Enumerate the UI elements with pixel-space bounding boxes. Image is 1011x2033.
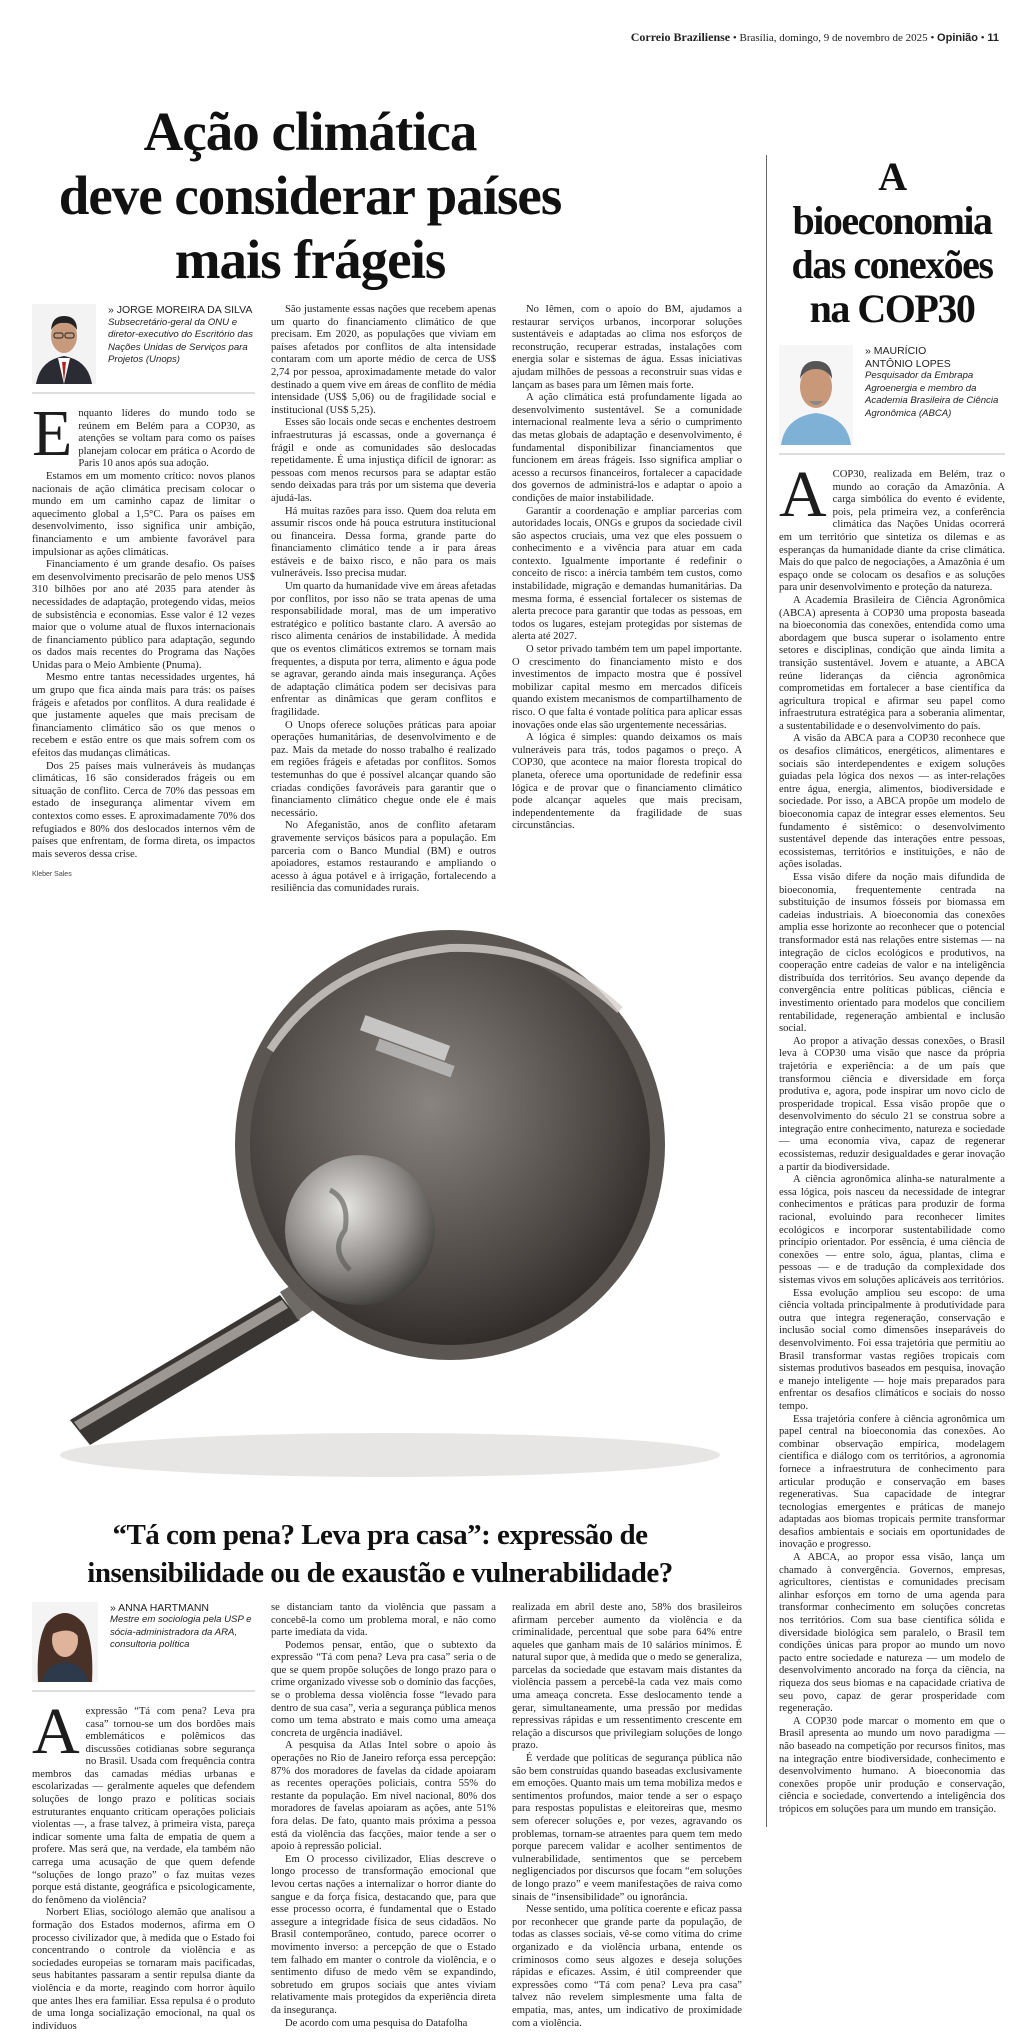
main-article-title xyxy=(0,100,620,292)
author-name: » JORGE MOREIRA DA SILVA xyxy=(108,304,253,316)
page-number: 11 xyxy=(987,32,999,44)
paragraph-text: COP30, realizada em Belém, traz o mundo ao coração da Amazônia. A carga simbólica do evento é evidente, pois, pela primeira vez, a conferência climática das Nações Unidas ocorrerá em um território que sintetiza os dilemas e as esperanças da humanidade diante da crise climática. Mais do que palco de negociações, a Amazônia é um espaço onde se colocam os desafios e as soluções para unir desenvolvimento e proteção da natureza. xyxy=(779,469,1005,594)
paragraph xyxy=(32,1694,255,1908)
paragraph: Esses são locais onde secas e enchentes destroem infraestruturas já escassas, onde a governança é frágil e onde as comunidades são deslocadas repetidamente. É uma injustiça difícil de ignorar: as pessoas com menos recursos para se adaptar estão sendo deixadas para trás por um sistema que deveria ajudá-las. xyxy=(271,417,496,504)
title-line: deve considerar países xyxy=(58,165,562,226)
author-byline xyxy=(32,304,255,384)
paragraph: A Academia Brasileira de Ciência Agronômica (ABCA) apresenta à COP30 uma proposta baseada na bioeconomia das conexões, entendida como uma abordagem que busca superar o isolamento entre setores e disciplinas, condição que ainda limita a transição sustentável. Jovem e atuante, a ABCA reúne lideranças da ciência agronômica comprometidas em fortalecer a base científica da agricultura tropical e afirmar seu papel como infraestrutura estratégica para a soberania alimentar, a sustentabilidade e o desenvolvimento do país. xyxy=(779,594,1005,732)
author-byline xyxy=(32,1602,255,1682)
edition-date: Brasília, domingo, 9 de novembro de 2025 xyxy=(739,32,928,44)
title-line: A bioeconomia xyxy=(792,154,992,243)
paragraph xyxy=(779,458,1005,595)
drop-cap: A xyxy=(779,458,827,531)
paragraph: Dos 25 países mais vulneráveis às mudanças climáticas, 16 são considerados frágeis ou em situação de conflito. Cerca de 70% das pessoas em estado de insegurança alimentar vivem em contextos como esses. E aproximadamente 70% dos refugiados e 80% dos deslocados internos vêm de países que enfrentam, de forma direta, os impactos mais severos dessa crise. xyxy=(32,760,255,860)
separator: • xyxy=(930,32,935,44)
paragraph: Mesmo entre tantas necessidades urgentes, há um grupo que fica ainda mais para trás: os países frágeis e afetados por conflitos. A dura realidade é que justamente aqueles que mais precisam de financiamento climático são os que menos o recebem e estão entre os que mais sofrem com os efeitos das mudanças climáticas. xyxy=(32,672,255,760)
author-role: Subsecretário-geral da ONU e diretor-executivo do Escritório das Nações Unidas de Serviços para Projetos (Unops) xyxy=(108,316,253,365)
paragraph: Há muitas razões para isso. Quem doa reluta em assumir riscos onde há pouca estrutura institucional ou financeira. Dessa forma, grande parte do financiamento climático tende a ir para áreas estáveis e de baixo risco, e não para os mais vulneráveis. Isso precisa mudar. xyxy=(271,505,496,580)
paragraph: Estamos em um momento crítico: novos planos nacionais de ação climática precisam colocar o mundo em um caminho capaz de limitar o aquecimento global a 1,5°C. Para os países em desenvolvimento, isso significa unir ambição, financiamento e um ambiente favorável para impulsionar as ações climáticas. xyxy=(32,470,255,558)
paragraph: No Afeganistão, anos de conflito afetaram gravemente serviços básicos para a população. Em parceria com o Banco Mundial (BM) e outros apoiadores, estamos restaurando e ampliando o acesso à água potável e à irrigação, fortalecendo a resiliência das comunidades rurais. xyxy=(271,820,496,895)
author-info xyxy=(865,345,1005,420)
author-role: Pesquisador da Embrapa Agroenergia e membro da Academia Brasileira de Ciência Agronômica (ABCA) xyxy=(865,370,999,419)
author-info xyxy=(108,304,255,367)
paragraph: Podemos pensar, então, que o subtexto da expressão “Tá com pena? Leva pra casa” seria o de que se quem propõe soluções de longo prazo para o crime organizado vivesse sob o domínio das facções, se o problema dessa violência fosse “levado para dentro de sua casa”, veria a segurança pública menos como um tema abstrato e mais como uma ameaça concreta de urgência inadiável. xyxy=(271,1639,497,1739)
illustration-credit: Kleber Sales xyxy=(32,871,72,879)
paragraph xyxy=(32,397,255,471)
paragraph: Ao propor a ativação dessas conexões, o Brasil leva à COP30 uma visão que nasce da própria trajetória e experiência: a de um país que transformou ciência e diversidade em força produtiva e, agora, pode inspirar um novo ciclo de prosperidade tropical. Essa visão propõe que o desenvolvimento do século 21 se construa sobre a integração entre conhecimento, natureza e sociedade — uma economia viva, capaz de regenerar ecossistemas, reduzir desigualdades e gerar inovação a partir da biodiversidade. xyxy=(779,1035,1005,1173)
paragraph: O Unops oferece soluções práticas para apoiar operações humanitárias, de desenvolvimento e de paz. Mais da metade do nosso trabalho é realizado em regiões frágeis e afetadas por conflitos. Somos testemunhas do que é possível alcançar quando são criadas condições favoráveis para garantir que o financiamento climático chegue onde ele é mais necessário. xyxy=(271,719,496,819)
section-name: Opinião xyxy=(937,32,978,44)
paragraph: O setor privado também tem um papel importante. O crescimento do financiamento misto e dos investimentos de impacto mostra que é possível mobilizar capital mesmo em mercados difíceis quando existem mecanismos de compartilhamento de risco. O que falta é vontade política para aplicar essas inovações onde elas são urgentemente necessárias. xyxy=(512,644,742,731)
paragraph: Essa evolução ampliou seu escopo: de uma ciência voltada principalmente à produtividade para outra que integra regeneração, conservação e inclusão social como dimensões inseparáveis do desenvolvimento. Foi essa trajetória que permitiu ao Brasil transformar vastas regiões tropicais com sistemas produtivos baseados em pesquisa, inovação e manejo inteligente — hoje mais preparados para enfrentar os desafios climáticos e sociais do nosso tempo. xyxy=(779,1287,1005,1412)
paragraph: Garantir a coordenação e ampliar parcerias com autoridades locais, ONGs e grupos da sociedade civil são aspectos cruciais, uma vez que eles possuem o conhecimento e a vivência para atuar em cada contexto. Igualmente importante é redefinir o conceito de risco: a inércia também tem custos, como instabilidade, migração e demandas humanitárias. Da mesma forma, é essencial fortalecer os sistemas de alerta precoce para garantir que todas as pessoas, em todos os lugares, estejam protegidas por sistemas de alerta até 2027. xyxy=(512,505,742,643)
left-area xyxy=(0,100,752,2033)
article-column xyxy=(512,1602,742,2030)
article-column xyxy=(512,304,742,833)
drop-cap: A xyxy=(32,1694,80,1768)
paragraph-text: expressão “Tá com pena? Leva pra casa” tornou-se um dos bordões mais emblemáticos e polêmicos das discussões cotidianas sobre segurança no Brasil. Usada com frequência contra membros das camadas médias urbanas e escolarizadas — geralmente aqueles que defendem soluções de longo prazo e políticas sociais estruturantes enquanto criticam operações policiais violentas —, a frase talvez, à primeira vista, pareça indicar somente uma falta de empatia de quem a profere. Mas será que, na verdade, ela também não carrega uma acusação de que quem defende “soluções de longo prazo” o faz muitas vezes porque está distante, geográfica e psicologicamente, do fenômeno da violência? xyxy=(32,1705,255,1906)
paragraph: A visão da ABCA para a COP30 reconhece que os desafios climáticos, energéticos, alimentares e sociais são interdependentes e exigem soluções guiadas pela lógica dos nexos — as inter-relações entre água, energia, alimentos, biodiversidade e sociedade. Por isso, a ABCA propõe um modelo de bioeconomia capaz de integrar esses elementos. Seu fundamento é sistêmico: o desenvolvimento sustentável depende das interações entre pessoas, ecossistemas, territórios e instituições, e não de ações isoladas. xyxy=(779,733,1005,871)
byline-divider xyxy=(32,392,255,394)
author-name: » MAURÍCIO xyxy=(865,345,927,357)
paragraph: É verdade que políticas de segurança pública não são bem construídas quando baseadas exclusivamente em emoções. Quanto mais um tema mobiliza medos e sentimentos profundos, maior tende a ser o espaço para respostas populistas e eleitoreiras que, mesmo sem oferecer soluções e, por vezes, agravando os problemas, tornam-se atraentes para quem tem medo porque parecem validar e acolher sentimentos de vulnerabilidade, sentimentos que se percebem negligenciados por discursos que focam “em soluções de longo prazo” e veem manifestações de raiva como sinais de “insensibilidade” ou ignorância. xyxy=(512,1753,742,1903)
author-name: » ANNA HARTMANN xyxy=(110,1601,209,1614)
paragraph: A pesquisa da Atlas Intel sobre o apoio às operações no Rio de Janeiro reforça essa percepção: 87% dos moradores de favelas da cidade apoiaram as recentes operações policiais, contra 55% do restante da população. Em nível nacional, 80% dos moradores de favelas apoiaram as ações, ante 51% fora delas. De fato, quanto mais próxima a pessoa está da violência das facções, maior tende a ser o apoio à repressão policial. xyxy=(271,1740,496,1853)
paragraph: São justamente essas nações que recebem apenas um quarto do financiamento climático de que precisam. Em 2020, as populações que viviam em países afetados por conflitos de alta intensidade contaram com um aporte médio de cerca de US$ 2,74 por pessoa, aproximadamente metade do valor destinado a quem vive em áreas de conflito de média intensidade (US$ 5,06) ou de fragilidade social e institucional (US$ 5,25). xyxy=(271,304,496,416)
paragraph: Financiamento é um grande desafio. Os países em desenvolvimento precisarão de pelo menos US$ 310 bilhões por ano até 2035 para atender às necessidades de adaptação, protegendo vidas, meios de subsistência e economias. Esse valor é 12 vezes maior que o volume atual de fluxos internacionais de financiamento público para adaptação, segundo os dados mais recentes do Programa das Nações Unidas para o Meio Ambiente (Pnuma). xyxy=(32,559,255,671)
article-column xyxy=(779,458,1005,1817)
first-column xyxy=(32,304,255,878)
bottom-article-body xyxy=(0,1602,752,2033)
paragraph: A COP30 pode marcar o momento em que o Brasil apresenta ao mundo um novo paradigma — não baseado na competição por recursos finitos, mas na integração entre biodiversidade, conhecimento e desenvolvimento humano. A bioeconomia das conexões propõe unir produção e conservação, ciência e sociedade, convertendo a inteligência dos trópicos em soluções para um mundo em transição. xyxy=(779,1715,1005,1815)
title-line: “Tá com pena? Leva pra casa”: expressão de xyxy=(112,1518,648,1551)
author-name: ANTÔNIO LOPES xyxy=(865,357,951,370)
paragraph: A ação climática está profundamente ligada ao desenvolvimento sustentável. Se a comunidade internacional realmente leva a sério o cumprimento das metas globais de adaptação e desenvolvimento, é fundamental disponibilizar financiamentos que funcionem em áreas frágeis. Isso significa ampliar o acesso a recursos financeiros, fortalecer a capacidade dos governos de administrá-los e adaptar o apoio a condições de maior instabilidade. xyxy=(512,392,742,504)
title-line: insensibilidade ou de exaustão e vulnerabilidade? xyxy=(87,1556,673,1589)
newspaper-name: Correio Braziliense xyxy=(630,30,731,44)
paragraph: se distanciam tanto da violência que passam a concebê-la como um problema moral, e não como parte imediata da vida. xyxy=(271,1601,496,1639)
separator: • xyxy=(980,32,985,44)
right-area xyxy=(766,155,1005,1827)
paragraph: No Iêmen, com o apoio do BM, ajudamos a restaurar serviços urbanos, incorporar soluções sustentáveis e adaptadas ao clima nos esforços de reconstrução, recuperar estradas, instalações com energia solar e sistemas de água. Essas iniciativas ajudam milhões de pessoas a reconstruir suas vidas e lançam as bases para um Iêmen mais forte. xyxy=(512,304,742,391)
title-line: Ação climática xyxy=(143,101,477,162)
byline-divider xyxy=(779,453,1005,455)
author-photo xyxy=(32,1602,98,1682)
paragraph: Nesse sentido, uma política coerente e eficaz passa por reconhecer que grande parte da população, de todas as classes sociais, vê-se como vítima do crime organizado e da violência urbana, entende os criminosos como seus algozes e deseja soluções rápidas e eficazes. Assim, é útil compreender que expressões como “Tá com pena? Leva pra casa” talvez não revelem simplesmente uma falta de empatia, mas, antes, um indicativo de proximidade com a violência. xyxy=(512,1904,742,2029)
paragraph: Essa visão difere da noção mais difundida de bioeconomia, frequentemente centrada na substituição de insumos fósseis por biomassa em cadeias industriais. A bioeconomia das conexões amplia esse horizonte ao reconhecer que o potencial transformador está nas relações entre sistemas — na integração de ciclos ecológicos e produtivos, na cooperação entre cadeias de valor e na inteligência distribuída dos territórios. Seu avanço depende da convergência entre políticas públicas, ciência e investimento orientado para modelos que conciliem rentabilidade, regeneração ambiental e inclusão social. xyxy=(779,872,1005,1035)
author-photo xyxy=(32,304,96,384)
author-byline xyxy=(779,345,1005,445)
byline-divider xyxy=(32,1690,255,1692)
author-role: Mestre em sociologia pela USP e sócia-administradora da ARA, consultoria política xyxy=(110,1614,252,1651)
author-info xyxy=(110,1602,255,1652)
article-column xyxy=(271,304,496,896)
article-column xyxy=(32,1694,255,2033)
paragraph: A ABCA, ao propor essa visão, lança um chamado à convergência. Governos, empresas, agricultores, cientistas e comunidades precisam alinhar esforços em torno de uma agenda para transformar conhecimento em soluções concretas nos territórios. Com sua base científica sólida e diversidade biológica sem paralelo, o Brasil tem condições únicas para propor ao mundo um novo pacto entre sociedade e natureza — um modelo de desenvolvimento ancorado na força da ciência, na riqueza dos seus biomas e na capacidade criativa de seu povo, capaz de gerar prosperidade com regeneração. xyxy=(779,1552,1005,1715)
paragraph: Essa trajetória confere à ciência agronômica um papel central na bioeconomia das conexões. Ao combinar observação empírica, modelagem científica e diálogo com os territórios, a agronomia fornece a infraestrutura de conhecimento para articular produção e conservação em bases regenerativas. Sua capacidade de integrar tecnologias emergentes e práticas de manejo adaptadas aos biomas tropicais permite transformar desafios ambientais e sociais em oportunidades de inovação e progresso. xyxy=(779,1413,1005,1551)
title-line: na COP30 xyxy=(809,286,975,331)
paragraph: Em O processo civilizador, Elias descreve o longo processo de transformação emocional que levou certas nações a internalizar o horror diante do sangue e da força física, destacando que, para que esse processo ocorra, é fundamental que o Estado assegure a integridade física de seus cidadãos. No Brasil contemporâneo, contudo, parece ocorrer o movimento inverso: a percepção de que o Estado tem falhado em manter o controle da violência, e o sentimento difuso de medo vêm se expandindo, sobretudo em grupos sociais que antes viviam relativamente mais protegidos da experiência direta da insegurança. xyxy=(271,1853,496,2016)
main-article-body xyxy=(0,304,752,896)
separator: • xyxy=(732,32,737,44)
article-column xyxy=(271,1602,496,2030)
title-line: mais frágeis xyxy=(174,229,446,290)
paragraph-text: nquanto líderes do mundo todo se reúnem em Belém para a COP30, as atenções se voltam para como os países planejam colocar em prática o Acordo de Paris 10 anos após sua adoção. xyxy=(78,408,255,470)
paragraph: A lógica é simples: quando deixamos os mais vulneráveis para trás, todos pagamos o preço. A COP30, que acontece na maior floresta tropical do planeta, oferece uma oportunidade de redefinir essa lógica e de provar que o financiamento climático pode alcançar aqueles que mais precisam, independentemente da fragilidade de suas circunstâncias. xyxy=(512,732,742,832)
title-line: das conexões xyxy=(791,242,993,287)
author-photo xyxy=(779,345,853,445)
bottom-article-title xyxy=(10,1516,750,1592)
paragraph: Norbert Elias, sociólogo alemão que analisou a formação dos Estados modernos, afirma em O processo civilizador que, à medida que o Estado foi concentrando o controle da violência e as sociedades europeias se tornaram mais pacificadas, seus habitantes passaram a sentir repulsa diante da violência e da morte, reagindo com horror àquilo que antes lhes era familiar. Essa repulsa é o produto de uma longa socialização emocional, na qual os indivíduos xyxy=(32,1907,255,2032)
drop-cap: E xyxy=(32,397,73,470)
page-header xyxy=(631,30,999,45)
paragraph: De acordo com uma pesquisa do Datafolha xyxy=(285,2017,468,2029)
first-column xyxy=(32,1602,255,2033)
article-column xyxy=(32,397,255,861)
paragraph: A ciência agronômica alinha-se naturalmente a essa lógica, pois nasceu da necessidade de integrar conhecimentos e práticas para produzir de forma racional, evoluindo para reconhecer limites ecológicos e incorporar sustentabilidade como princípio orientador. Por essência, é uma ciência de conexões — entre solo, água, plantas, clima e pessoas — e de tradução da complexidade dos sistemas vivos em soluções aplicáveis aos territórios. xyxy=(779,1174,1005,1286)
right-article-title xyxy=(779,155,1005,331)
magnifying-glass-illustration xyxy=(30,900,755,1510)
paragraph: Um quarto da humanidade vive em áreas afetadas por conflitos, por isso não se trata apenas de uma responsabilidade moral, mas de um imperativo estratégico e político bastante claro. A aversão ao risco alimenta cenários de instabilidade. À medida que os eventos climáticos extremos se tornam mais frequentes, a disputa por terra, alimento e água pode se agravar, gerando ainda mais insegurança. Ações de adaptação climática podem ser decisivas para enfrentar as dinâmicas que geram conflitos e fragilidade. xyxy=(271,581,496,718)
paragraph: realizada em abril deste ano, 58% dos brasileiros afirmam perceber aumento da violência e da criminalidade, percentual que sobe para 64% entre aqueles que ganham mais de 10 salários mínimos. É natural supor que, à medida que o medo se generaliza, parcelas da sociedade que estavam mais distantes da violência passem a percebê-la cada vez mais como uma ameaça concreta. Esse deslocamento tende a gerar, simultaneamente, uma pressão por medidas repressivas rápidas e um ressentimento crescente em relação a discursos que privilegiam soluções de longo prazo. xyxy=(512,1601,742,1752)
